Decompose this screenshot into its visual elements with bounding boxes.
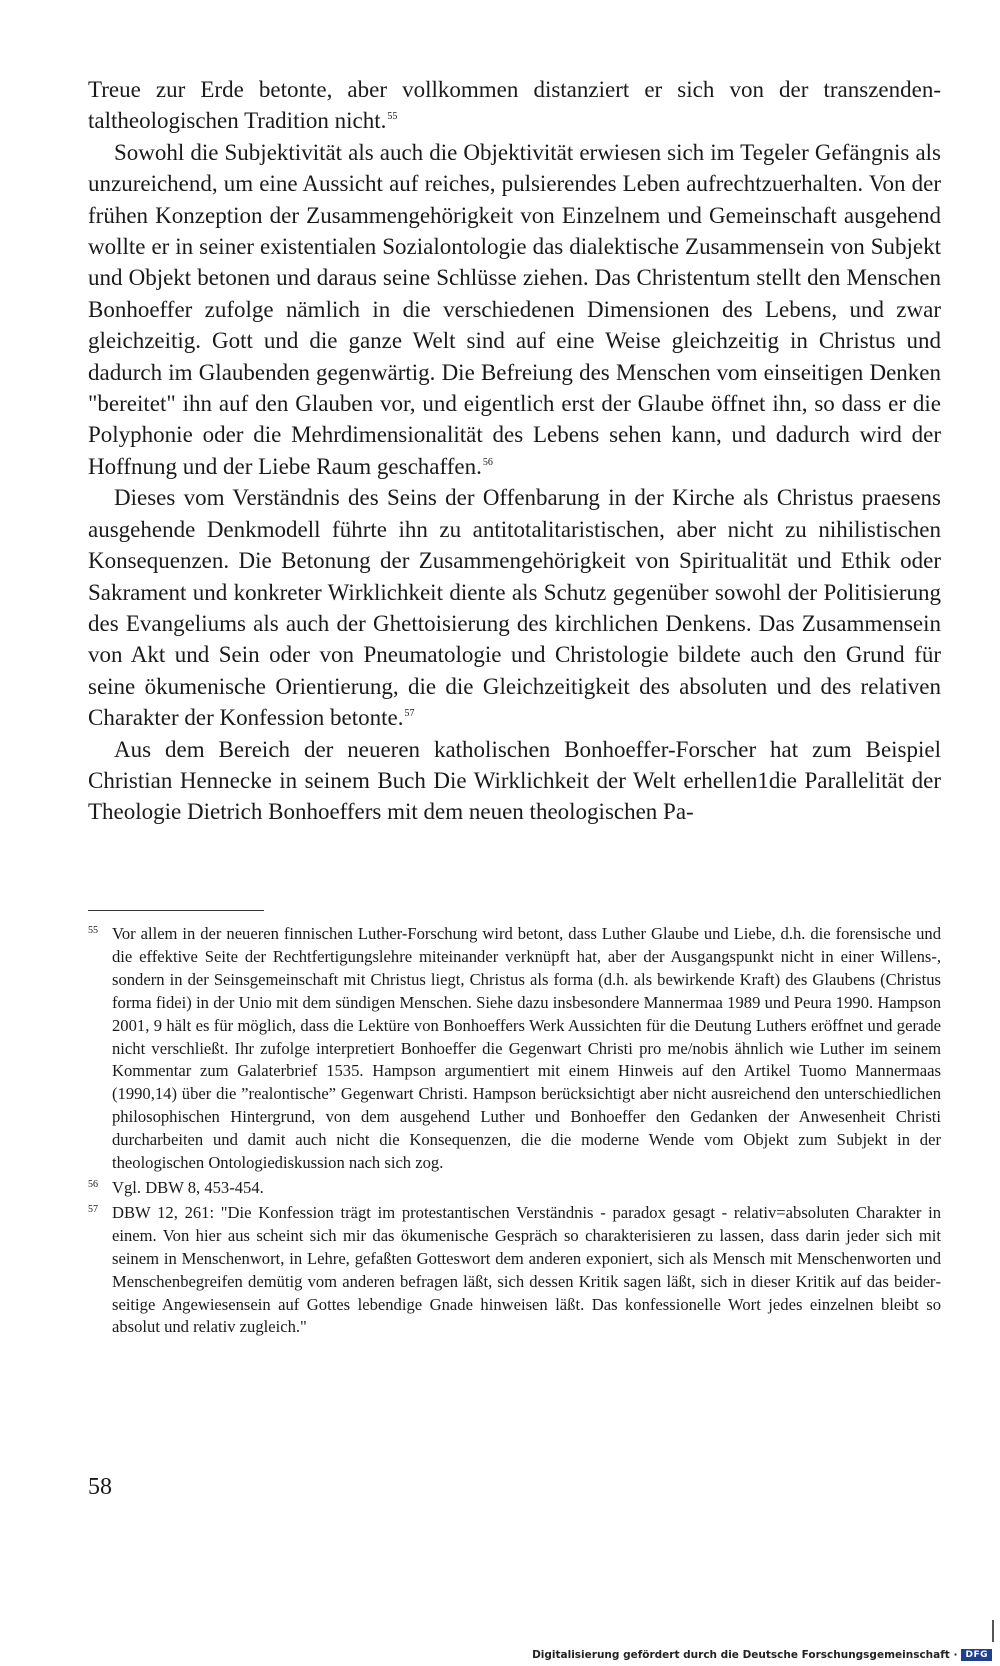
page-number: 58: [88, 1474, 112, 1500]
footnote-separator: [88, 910, 264, 911]
footnotes: [88, 923, 941, 1341]
footnote-reference[interactable]: 57: [404, 708, 415, 720]
footnote-number: 57: [88, 1203, 98, 1215]
footnote-number: 55: [88, 925, 98, 936]
footnote-text: DBW 12, 261: "Die Konfession trägt im protestantischen Verständnis - paradox gesagt - relativ=absoluten Charakter in einem. Von hier aus scheint sich mir das ökumenische Gespräch so charakterisieren zu lassen, dass darin jeder sich mit seinem in Menschenwort, in Lehre, gefaßten Gotteswort dem anderen exponiert, sich als Mensch mit Menschenworten und Menschenbegreifen demütig vom anderen befragen läßt, sich dessen Kritik sagen läßt, sich in dieser Kritik auf das beiderseitige Angewiesensein auf Gottes lebendige Gnade hinweisen läßt. Das konfessionelle Wort jedes einzelnen bleibt so absolut und relativ zugleich.": [112, 1202, 941, 1337]
dfg-logo-icon: DFG: [961, 1649, 992, 1661]
footnote-reference[interactable]: 55: [387, 111, 398, 123]
main-text: [88, 74, 941, 828]
footnote-text: Vor allem in der neueren finnischen Luther-Forschung wird betont, dass Luther Glaube und Liebe, d.h. die forensische und die effektive Seite der Rechtfertigungslehre miteinander verknüpft hat, aber der Ausgangspunkt nicht in einer Willens-, sondern in der Seinsgemeinschaft mit Christus liegt, Christus als forma (d.h. als bewirkende Kraft) des Glaubens (Christus forma fidei) in der Unio mit dem sündigen Menschen. Siehe dazu insbesondere Mannermaa 1989 und Peura 1990. Hampson 2001, 9 hält es für möglich, dass die Lektüre von Bonhoeffers Werk Aussichten für die Deutung Luthers eröffnet und gerade nicht verschließt. Ihr zufolge interpretiert Bonhoeffer die Gegenwart Christi pro me/nobis ähnlich wie Luther im seinem Kommentar zum Galaterbrief 1535. Hampson argumentiert mit einem Hinweis auf den Artikel Tuomo Mannermaas (1990,14) über die ”realontische” Gegenwart Christi. Hampson berücksichtigt aber nicht ausreichend den unterschiedlichen philosophischen Hintergrund, von dem ausgehend Luther und Bonhoeffer den Gedanken der Anwesenheit Christi durcharbeiten und damit auch nicht die Konsequenzen, die die moderne Wende vom Objekt zum Subjekt in der theologischen Ontologiediskussion nach sich zog.: [112, 924, 941, 1173]
footnote: [88, 1177, 941, 1200]
paragraph: Treue zur Erde betonte, aber vollkommen distanziert er sich von der transzendentaltheologischen Tradition nicht.$^{55}$: [88, 77, 941, 134]
paragraph: Aus dem Bereich der neueren katholischen Bonhoeffer-Forscher hat zum Beispiel Christian Hennecke in seinem Buch Die Wirklichkeit der Welt erhellen1die Parallelität der Theologie Dietrich Bonhoeffers mit dem neuen theologischen Pa-: [88, 736, 941, 825]
credit-text: Digitalisierung gefördert durch die Deutsche Forschungsgemeinschaft ·: [532, 1649, 958, 1661]
footnote-reference[interactable]: 56: [482, 456, 493, 468]
footnote: [88, 1202, 941, 1339]
page-edge-mark: [992, 1620, 994, 1642]
footnote-number: 56: [88, 1178, 98, 1190]
digitization-credit: [532, 1649, 992, 1661]
footnote: [88, 923, 941, 1175]
paragraph: Sowohl die Subjektivität als auch die Objektivität erwiesen sich im Tegeler Gefängnis als unzureichend, um eine Aussicht auf reiches, pulsierendes Leben aufrechtzuerhalten. Von der frühen Konzeption der Zusammengehörigkeit von Einzelnem und Gemeinschaft ausgehend wollte er in seiner existentialen Sozialontologie das dialektische Zusammensein von Subjekt und Objekt betonen und daraus seine Schlüsse ziehen. Das Christentum stellt den Menschen Bonhoeffer zufolge nämlich in die verschiedenen Dimensionen des Lebens, und zwar gleichzeitig. Gott und die ganze Welt sind auf eine Weise gleichzeitig in Christus und dadurch im Glaubenden gegenwärtig. Die Befreiung des Menschen vom einseitigen Denken "bereitet" ihn auf den Glauben vor, und eigentlich erst der Glaube öffnet ihn, so dass er die Polyphonie oder die Mehrdimensionalität des Lebens sehen kann, und dadurch wird der Hoffnung und der Liebe Raum geschaffen.$^{56}$: [88, 139, 941, 479]
paragraph: Dieses vom Verständnis des Seins der Offenbarung in der Kirche als Christus praesens ausgehende Denkmodell führte ihn zu antitotalitaristischen, aber nicht zu nihilistischen Konsequenzen. Die Betonung der Zusammengehörigkeit von Spiritualität und Ethik oder Sakrament und konkreter Wirklichkeit diente als Schutz gegenüber sowohl der Politisierung des Evangeliums als auch der Ghettoisierung des kirchlichen Denkens. Das Zusammensein von Akt und Sein oder von Pneumatologie und Christologie bildete auch den Grund für seine ökumenische Orientierung, die die Gleichzeitigkeit des absoluten und des relativen Charakter der Konfession betonte.$^{57}$: [88, 485, 941, 731]
footnote-text: Vgl. DBW 8, 453-454.: [112, 1177, 264, 1197]
